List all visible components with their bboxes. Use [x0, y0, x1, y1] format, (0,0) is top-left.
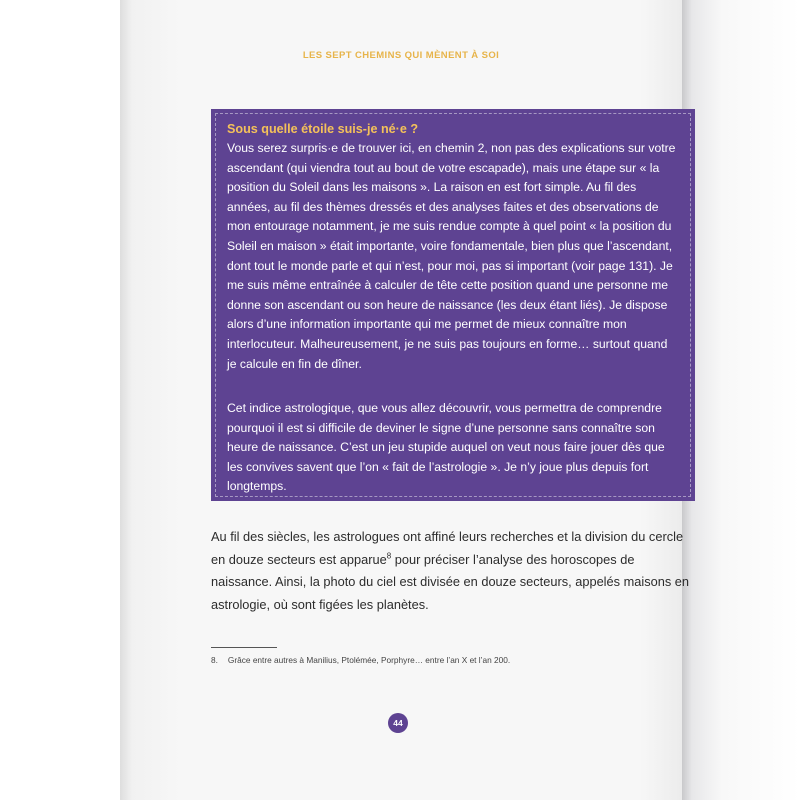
box-paragraph-1: Vous serez surpris·e de trouver ici, en chemin 2, non pas des explications sur votre ascendant (qui viendra tout au bout de votre escapade), mais une étape sur « la position du Soleil dans les maisons ». La raison en est fort simple. Au fil des années, au fil des thèmes dressés et des analyses faites et des observations de mon entourage notamment, je me suis rendue compte à quel point « la position du Soleil en maison » était importante, voire fondamentale, bien plus que l’ascendant, dont tout le monde parle et qui n’est, pour moi, pas si important (voir page 131). Je me suis même entraînée à calculer de tête cette position quand une personne me donne son ascendant ou son heure de naissance (les deux étant liés). Je dispose alors d’une information importante qui me permet de mieux connaître mon interlocuteur. Malheureusement, je ne suis pas toujours en forme… surtout quand je calcule en fin de dîner. [227, 141, 676, 371]
sidebar-box [211, 109, 695, 501]
running-head: LES SEPT CHEMINS QUI MÈNENT À SOI [302, 50, 500, 61]
footnote-text: Grâce entre autres à Manilius, Ptolémée, Porphyre… entre l’an X et l’an 200. [227, 655, 511, 665]
footnote-reference: 8 [386, 551, 392, 561]
body-text-part-2: pour préciser l’analyse des horoscopes de naissance. Ainsi, la photo du ciel est divisée en douze secteurs, appelés maisons en astrologie, où sont figées les planètes. [211, 551, 690, 612]
body-paragraph [211, 526, 695, 616]
footnote-number: 8. [211, 655, 218, 665]
background-left [0, 0, 120, 800]
box-title: Sous quelle étoile suis-je né·e ? [227, 122, 419, 136]
box-paragraph-2: Cet indice astrologique, que vous allez découvrir, vous permettra de comprendre pourquoi il est si difficile de deviner le signe d’une personne sans connaître son heure de naissance. C’est un jeu stupide auquel on veut nous faire jouer dès que les convives savent que l’on « fait de l’astrologie ». Je n’y joue plus depuis fort longtemps. [227, 401, 665, 494]
book-page [120, 0, 690, 800]
page-number-badge: 44 [388, 713, 408, 733]
footnote [211, 654, 510, 666]
body-text-part-1: Au fil des siècles, les astrologues ont affiné leurs recherches et la division du cercle en douze secteurs est apparue [211, 529, 684, 567]
background-right [682, 0, 800, 800]
footnote-rule [211, 647, 277, 648]
